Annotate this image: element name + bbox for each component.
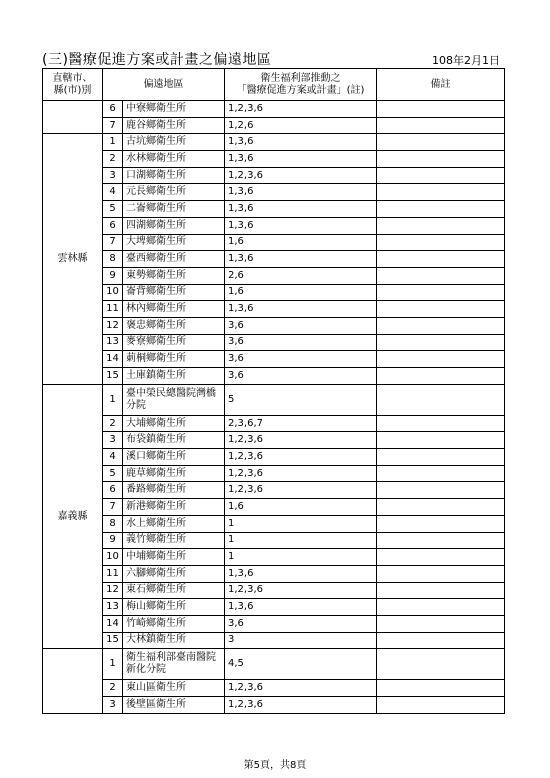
table-row bbox=[43, 117, 505, 134]
area-name: 大埔鄉衛生所 bbox=[123, 415, 225, 432]
area-name: 崙背鄉衛生所 bbox=[123, 284, 225, 301]
plan-codes: 1,3,6 bbox=[225, 301, 377, 318]
plan-codes: 1,3,6 bbox=[225, 184, 377, 201]
table-row bbox=[43, 615, 505, 632]
area-name: 大埤鄉衛生所 bbox=[123, 234, 225, 251]
plan-codes: 1,6 bbox=[225, 499, 377, 516]
area-name: 衛生福利部臺南醫院新化分院 bbox=[123, 649, 225, 680]
area-name: 褒忠鄉衛生所 bbox=[123, 317, 225, 334]
note-cell bbox=[377, 515, 505, 532]
note-cell bbox=[377, 201, 505, 218]
note-cell bbox=[377, 632, 505, 649]
row-number: 11 bbox=[103, 301, 123, 318]
area-name: 四湖鄉衛生所 bbox=[123, 217, 225, 234]
plan-codes: 1,3,6 bbox=[225, 217, 377, 234]
table-row bbox=[43, 632, 505, 649]
table-row bbox=[43, 515, 505, 532]
row-number: 5 bbox=[103, 201, 123, 218]
note-cell bbox=[377, 167, 505, 184]
area-name: 土庫鎮衛生所 bbox=[123, 368, 225, 385]
table-row bbox=[43, 368, 505, 385]
area-name: 中埔鄉衛生所 bbox=[123, 549, 225, 566]
table-row bbox=[43, 101, 505, 118]
note-cell bbox=[377, 368, 505, 385]
area-name: 水林鄉衛生所 bbox=[123, 151, 225, 168]
county-cell bbox=[43, 101, 103, 134]
table-row bbox=[43, 649, 505, 680]
note-cell bbox=[377, 549, 505, 566]
note-cell bbox=[377, 499, 505, 516]
row-number: 1 bbox=[103, 384, 123, 415]
header-note: 備註 bbox=[377, 69, 505, 101]
row-number: 3 bbox=[103, 697, 123, 714]
plan-codes: 1,3,6 bbox=[225, 251, 377, 268]
plan-codes: 5 bbox=[225, 384, 377, 415]
note-cell bbox=[377, 284, 505, 301]
page-title: (三)醫療促進方案或計畫之偏遠地區 bbox=[42, 52, 272, 68]
row-number: 4 bbox=[103, 449, 123, 466]
plan-codes: 2,3,6,7 bbox=[225, 415, 377, 432]
row-number: 7 bbox=[103, 499, 123, 516]
note-cell bbox=[377, 565, 505, 582]
page-footer: 第5頁，共8頁 bbox=[243, 760, 307, 771]
row-number: 12 bbox=[103, 317, 123, 334]
table-row bbox=[43, 384, 505, 415]
note-cell bbox=[377, 432, 505, 449]
plan-codes: 1,2,3,6 bbox=[225, 697, 377, 714]
row-number: 9 bbox=[103, 267, 123, 284]
area-name: 口湖鄉衛生所 bbox=[123, 167, 225, 184]
table-row bbox=[43, 599, 505, 616]
note-cell bbox=[377, 101, 505, 118]
row-number: 8 bbox=[103, 251, 123, 268]
note-cell bbox=[377, 301, 505, 318]
table-row bbox=[43, 284, 505, 301]
row-number: 7 bbox=[103, 117, 123, 134]
table-row bbox=[43, 432, 505, 449]
plan-codes: 1,2,3,6 bbox=[225, 465, 377, 482]
table-row bbox=[43, 415, 505, 432]
county-cell: 嘉義縣 bbox=[43, 384, 103, 649]
row-number: 2 bbox=[103, 151, 123, 168]
note-cell bbox=[377, 415, 505, 432]
row-number: 10 bbox=[103, 549, 123, 566]
note-cell bbox=[377, 649, 505, 680]
header-area: 偏遠地區 bbox=[103, 69, 225, 101]
area-name: 元長鄉衛生所 bbox=[123, 184, 225, 201]
note-cell bbox=[377, 615, 505, 632]
note-cell bbox=[377, 449, 505, 466]
header-plan: 衛生福利部推動之 「醫療促進方案或計畫」(註) bbox=[225, 69, 377, 101]
area-name: 大林鎮衛生所 bbox=[123, 632, 225, 649]
row-number: 8 bbox=[103, 515, 123, 532]
table-row bbox=[43, 465, 505, 482]
table-row bbox=[43, 134, 505, 151]
row-number: 6 bbox=[103, 482, 123, 499]
row-number: 10 bbox=[103, 284, 123, 301]
note-cell bbox=[377, 680, 505, 697]
area-name: 義竹鄉衛生所 bbox=[123, 532, 225, 549]
table-row bbox=[43, 499, 505, 516]
plan-codes: 3,6 bbox=[225, 615, 377, 632]
row-number: 2 bbox=[103, 415, 123, 432]
table-row bbox=[43, 234, 505, 251]
plan-codes: 1,2,3,6 bbox=[225, 432, 377, 449]
plan-codes: 3,6 bbox=[225, 317, 377, 334]
table-header-row bbox=[43, 69, 505, 101]
note-cell bbox=[377, 351, 505, 368]
table-row bbox=[43, 582, 505, 599]
row-number: 13 bbox=[103, 599, 123, 616]
note-cell bbox=[377, 234, 505, 251]
table-row bbox=[43, 267, 505, 284]
note-cell bbox=[377, 697, 505, 714]
area-name: 後壁區衛生所 bbox=[123, 697, 225, 714]
note-cell bbox=[377, 134, 505, 151]
note-cell bbox=[377, 334, 505, 351]
row-number: 5 bbox=[103, 465, 123, 482]
row-number: 1 bbox=[103, 649, 123, 680]
row-number: 4 bbox=[103, 184, 123, 201]
note-cell bbox=[377, 267, 505, 284]
row-number: 9 bbox=[103, 532, 123, 549]
note-cell bbox=[377, 384, 505, 415]
area-name: 臺中榮民總醫院灣橋分院 bbox=[123, 384, 225, 415]
area-name: 東山區衛生所 bbox=[123, 680, 225, 697]
note-cell bbox=[377, 151, 505, 168]
row-number: 3 bbox=[103, 432, 123, 449]
plan-codes: 3,6 bbox=[225, 351, 377, 368]
note-cell bbox=[377, 251, 505, 268]
plan-codes: 1,2,3,6 bbox=[225, 582, 377, 599]
note-cell bbox=[377, 317, 505, 334]
plan-codes: 2,6 bbox=[225, 267, 377, 284]
table-row bbox=[43, 482, 505, 499]
note-cell bbox=[377, 217, 505, 234]
document-date: 108年2月1日 bbox=[432, 54, 500, 67]
note-cell bbox=[377, 184, 505, 201]
plan-codes: 3,6 bbox=[225, 368, 377, 385]
table-row bbox=[43, 351, 505, 368]
table-row bbox=[43, 317, 505, 334]
plan-codes: 3,6 bbox=[225, 334, 377, 351]
plan-codes: 4,5 bbox=[225, 649, 377, 680]
area-name: 麥寮鄉衛生所 bbox=[123, 334, 225, 351]
row-number: 6 bbox=[103, 217, 123, 234]
table-row bbox=[43, 301, 505, 318]
plan-codes: 1,3,6 bbox=[225, 134, 377, 151]
area-name: 梅山鄉衛生所 bbox=[123, 599, 225, 616]
table-row bbox=[43, 251, 505, 268]
plan-codes: 1,3,6 bbox=[225, 201, 377, 218]
county-cell bbox=[43, 649, 103, 713]
plan-codes: 1 bbox=[225, 549, 377, 566]
area-name: 溪口鄉衛生所 bbox=[123, 449, 225, 466]
row-number: 15 bbox=[103, 368, 123, 385]
area-name: 鹿谷鄉衛生所 bbox=[123, 117, 225, 134]
row-number: 6 bbox=[103, 101, 123, 118]
row-number: 2 bbox=[103, 680, 123, 697]
plan-codes: 1,3,6 bbox=[225, 151, 377, 168]
area-name: 林內鄉衛生所 bbox=[123, 301, 225, 318]
table-row bbox=[43, 167, 505, 184]
table-row bbox=[43, 697, 505, 714]
area-name: 水上鄉衛生所 bbox=[123, 515, 225, 532]
note-cell bbox=[377, 482, 505, 499]
plan-codes: 1,6 bbox=[225, 284, 377, 301]
area-name: 二崙鄉衛生所 bbox=[123, 201, 225, 218]
table-row bbox=[43, 151, 505, 168]
table-row bbox=[43, 334, 505, 351]
table-row bbox=[43, 680, 505, 697]
plan-codes: 1,2,3,6 bbox=[225, 449, 377, 466]
area-name: 番路鄉衛生所 bbox=[123, 482, 225, 499]
table-row bbox=[43, 201, 505, 218]
area-name: 新港鄉衛生所 bbox=[123, 499, 225, 516]
row-number: 13 bbox=[103, 334, 123, 351]
note-cell bbox=[377, 599, 505, 616]
row-number: 12 bbox=[103, 582, 123, 599]
area-name: 鹿草鄉衛生所 bbox=[123, 465, 225, 482]
table-row bbox=[43, 217, 505, 234]
row-number: 14 bbox=[103, 615, 123, 632]
area-name: 中寮鄉衛生所 bbox=[123, 101, 225, 118]
table-body bbox=[43, 101, 505, 714]
plan-codes: 1,6 bbox=[225, 234, 377, 251]
plan-codes: 1 bbox=[225, 532, 377, 549]
plan-codes: 1,2,6 bbox=[225, 117, 377, 134]
plan-codes: 1,2,3,6 bbox=[225, 680, 377, 697]
table-row bbox=[43, 449, 505, 466]
county-cell: 雲林縣 bbox=[43, 134, 103, 384]
remote-areas-table bbox=[42, 68, 505, 714]
area-name: 臺西鄉衛生所 bbox=[123, 251, 225, 268]
plan-codes: 1 bbox=[225, 515, 377, 532]
area-name: 莿桐鄉衛生所 bbox=[123, 351, 225, 368]
plan-codes: 3 bbox=[225, 632, 377, 649]
area-name: 六腳鄉衛生所 bbox=[123, 565, 225, 582]
plan-codes: 1,2,3,6 bbox=[225, 482, 377, 499]
area-name: 竹崎鄉衛生所 bbox=[123, 615, 225, 632]
area-name: 古坑鄉衛生所 bbox=[123, 134, 225, 151]
row-number: 1 bbox=[103, 134, 123, 151]
table-row bbox=[43, 565, 505, 582]
row-number: 14 bbox=[103, 351, 123, 368]
table-row bbox=[43, 184, 505, 201]
table-row bbox=[43, 549, 505, 566]
row-number: 7 bbox=[103, 234, 123, 251]
header-county: 直轄市、 縣(市)別 bbox=[43, 69, 103, 101]
note-cell bbox=[377, 532, 505, 549]
area-name: 東勢鄉衛生所 bbox=[123, 267, 225, 284]
area-name: 東石鄉衛生所 bbox=[123, 582, 225, 599]
plan-codes: 1,3,6 bbox=[225, 599, 377, 616]
note-cell bbox=[377, 582, 505, 599]
row-number: 3 bbox=[103, 167, 123, 184]
row-number: 15 bbox=[103, 632, 123, 649]
note-cell bbox=[377, 465, 505, 482]
row-number: 11 bbox=[103, 565, 123, 582]
plan-codes: 1,3,6 bbox=[225, 565, 377, 582]
table-row bbox=[43, 532, 505, 549]
note-cell bbox=[377, 117, 505, 134]
area-name: 布袋鎮衛生所 bbox=[123, 432, 225, 449]
plan-codes: 1,2,3,6 bbox=[225, 101, 377, 118]
plan-codes: 1,2,3,6 bbox=[225, 167, 377, 184]
